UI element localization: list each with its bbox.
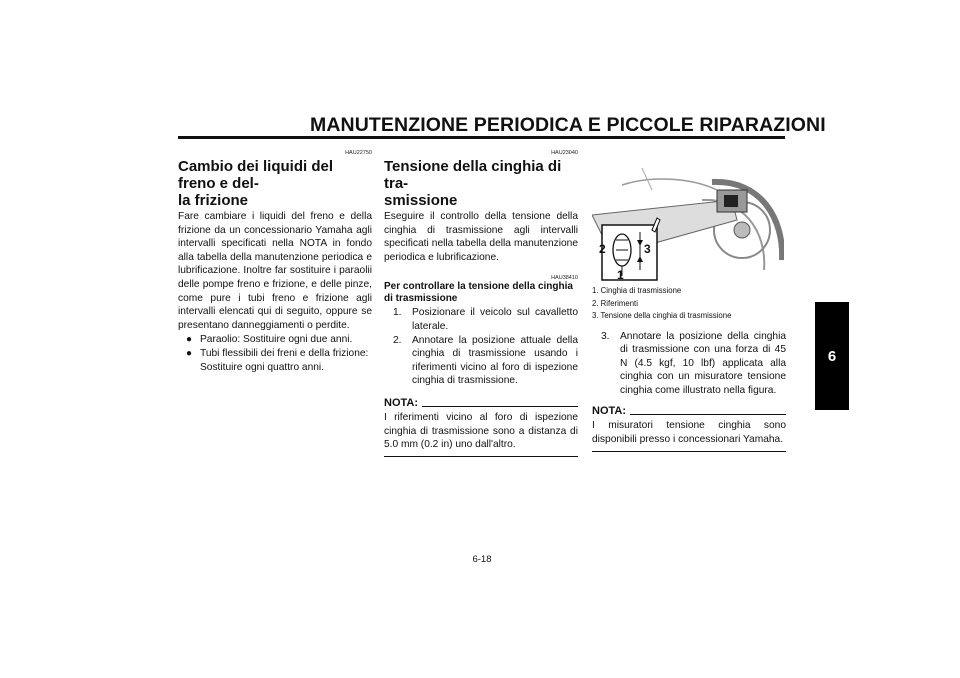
note-title <box>592 405 786 417</box>
header-rule <box>178 136 785 139</box>
section-code: HAU23040 <box>551 150 578 156</box>
column-belt-tension <box>384 150 578 457</box>
step-number: 1. <box>393 307 402 319</box>
section-code: HAU22750 <box>345 150 372 156</box>
heading-line: Tensione della cinghia di tra- <box>384 158 562 192</box>
bullet-icon: ● <box>186 347 193 359</box>
callout-1: 1 <box>617 268 624 282</box>
page-header-title: MANUTENZIONE PERIODICA E PICCOLE RIPARAZIONI <box>310 114 826 136</box>
step-item <box>384 306 578 333</box>
step-text: Annotare la posizione della cinghia di trasmissione con una forza di 45 N (4.5 kgf, 10 lbf) applicata alla cinghia con un misuratore tensione cinghia come illustrato nella figura. <box>620 330 786 396</box>
note-title-rule <box>422 406 578 407</box>
list-item <box>178 333 372 347</box>
belt-illustration <box>592 160 784 305</box>
step-number: 3. <box>601 330 610 342</box>
bullet-icon: ● <box>186 334 193 346</box>
note-text: I riferimenti vicino al foro di ispezione cinghia di trasmissione sono a distanza di 5.0 mm (0.2 in) uno dall'altro. <box>384 411 578 451</box>
step-text: Posizionare il veicolo sul cavalletto laterale. <box>412 307 578 332</box>
note-bottom-rule <box>384 456 578 457</box>
callout-3: 3 <box>644 242 651 256</box>
list-item <box>178 347 372 374</box>
subsection-heading: Per controllare la tensione della cinghia di trasmissione <box>384 281 573 304</box>
figure-caption: 3. Tensione della cinghia di trasmissione <box>592 311 732 320</box>
figure-caption: 1. Cinghia di trasmissione <box>592 286 682 295</box>
heading-line: la frizione <box>178 192 249 209</box>
section-heading <box>178 158 372 209</box>
section-heading <box>384 158 578 209</box>
note-bottom-rule <box>592 451 786 452</box>
step-number: 2. <box>393 334 402 346</box>
figure-caption: 2. Riferimenti <box>592 298 638 308</box>
belt-tension-figure <box>592 160 784 305</box>
step-item <box>592 330 786 398</box>
step-item <box>384 334 578 388</box>
note-text: I misuratori tensione cinghia sono disponibili presso i concessionari Yamaha. <box>592 420 786 446</box>
column-figure <box>592 160 786 452</box>
heading-line: smissione <box>384 192 458 209</box>
subsection-code: HAU38410 <box>551 275 578 282</box>
note-title-rule <box>630 414 786 415</box>
section-body: Fare cambiare i liquidi del freno e della frizione da un concessionario Yamaha agli intervalli specificati nella NOTA in fondo alla tabella della manutenzione periodica e lubrificazione. Inoltre far sostituire i paraolii delle pompe freno e frizione, e delle pinze, come pure i tubi freno e frizione agli intervalli elencati qui di seguito, oppure se presentano danneggiamenti o perdite. <box>178 211 372 331</box>
note-label: NOTA: <box>384 396 419 409</box>
list-item-text: Tubi flessibili dei freni e della frizione: Sostituire ogni quattro anni. <box>200 347 369 373</box>
note-label: NOTA: <box>592 405 627 418</box>
heading-line: Cambio dei liquidi del freno e del- <box>178 158 334 192</box>
list-item-text: Paraolio: Sostituire ogni due anni. <box>200 334 353 346</box>
callout-2: 2 <box>599 242 606 256</box>
step-text: Annotare la posizione attuale della cinghia di trasmissione usando i riferimenti vicino al foro di ispezione cinghia di trasmissione. <box>412 334 578 387</box>
column-brake-fluid <box>178 150 372 374</box>
chapter-tab[interactable]: 6 <box>815 302 849 410</box>
page-number: 6-18 <box>472 554 492 565</box>
section-body: Eseguire il controllo della tensione della cinghia di trasmissione agli intervalli specificati nella tabella della manutenzione periodica e lubrificazione. <box>384 211 578 263</box>
note-title <box>384 397 578 409</box>
